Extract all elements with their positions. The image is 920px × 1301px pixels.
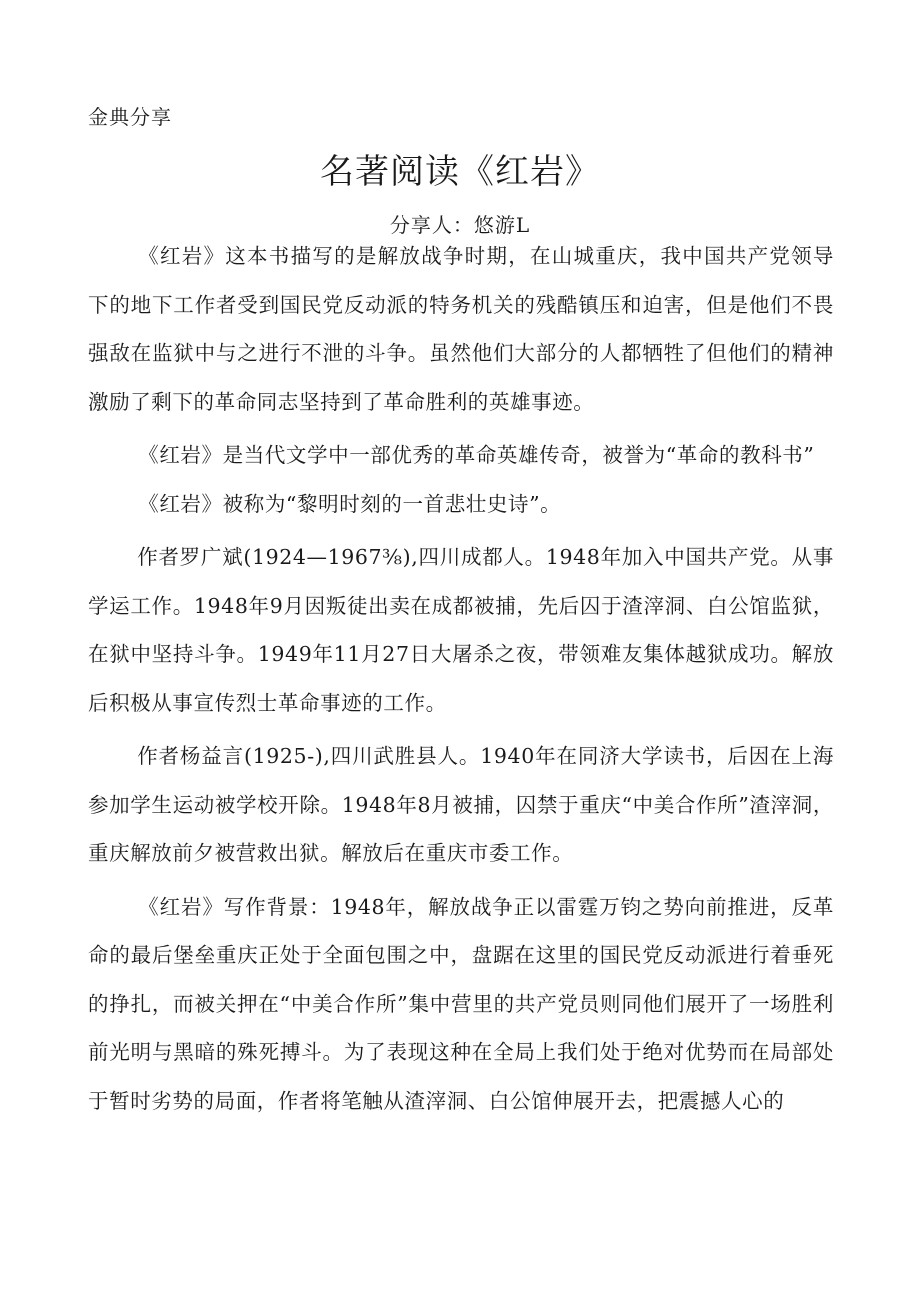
document-body xyxy=(88,232,834,1125)
paragraph-praise-1: 《红岩》是当代文学中一部优秀的革命英雄传奇，被誉为“革命的教科书” xyxy=(138,443,815,467)
paragraph-author-yang: 作者杨益言(1925-),四川武胜县人。1940年在同济大学读书，后因在上海参加学生运动被学校开除。1948年8月被捕，囚禁于重庆“中美合作所”渣滓洞，重庆解放前夕被营救出狱。解放后在重庆市委工作。 xyxy=(88,744,834,865)
header-label: 金典分享 xyxy=(88,105,172,129)
paragraph-summary: 《红岩》这本书描写的是解放战争时期，在山城重庆，我中国共产党领导下的地下工作者受到国民党反动派的特务机关的残酷镇压和迫害，但是他们不畏强敌在监狱中与之进行不泄的斗争。虽然他们大部分的人都牺牲了但他们的精神激励了剩下的革命同志坚持到了革命胜利的英雄事迹。 xyxy=(88,244,834,414)
document-subtitle: 分享人：悠游L xyxy=(389,213,531,237)
document-title: 名著阅读《红岩》 xyxy=(320,152,600,192)
paragraph-author-luo: 作者罗广斌(1924—1967⅜),四川成都人。1948年加入中国共产党。从事学运工作。1948年9月因叛徒出卖在成都被捕，先后囚于渣滓洞、白公馆监狱，在狱中坚持斗争。1949年11月27日大屠杀之夜，带领难友集体越狱成功。解放后积极从事宣传烈士革命事迹的工作。 xyxy=(88,545,834,715)
paragraph-background: 《红岩》写作背景：1948年，解放战争正以雷霆万钧之势向前推进，反革命的最后堡垒重庆正处于全面包围之中，盘踞在这里的国民党反动派进行着垂死的挣扎，而被关押在“中美合作所”集中营里的共产党员则同他们展开了一场胜利前光明与黑暗的殊死搏斗。为了表现这种在全局上我们处于绝对优势而在局部处于暂时劣势的局面，作者将笔触从渣滓洞、白公馆伸展开去，把震撼人心的 xyxy=(88,894,834,1113)
paragraph-praise-2: 《红岩》被称为“黎明时刻的一首悲壮史诗”。 xyxy=(138,491,562,516)
